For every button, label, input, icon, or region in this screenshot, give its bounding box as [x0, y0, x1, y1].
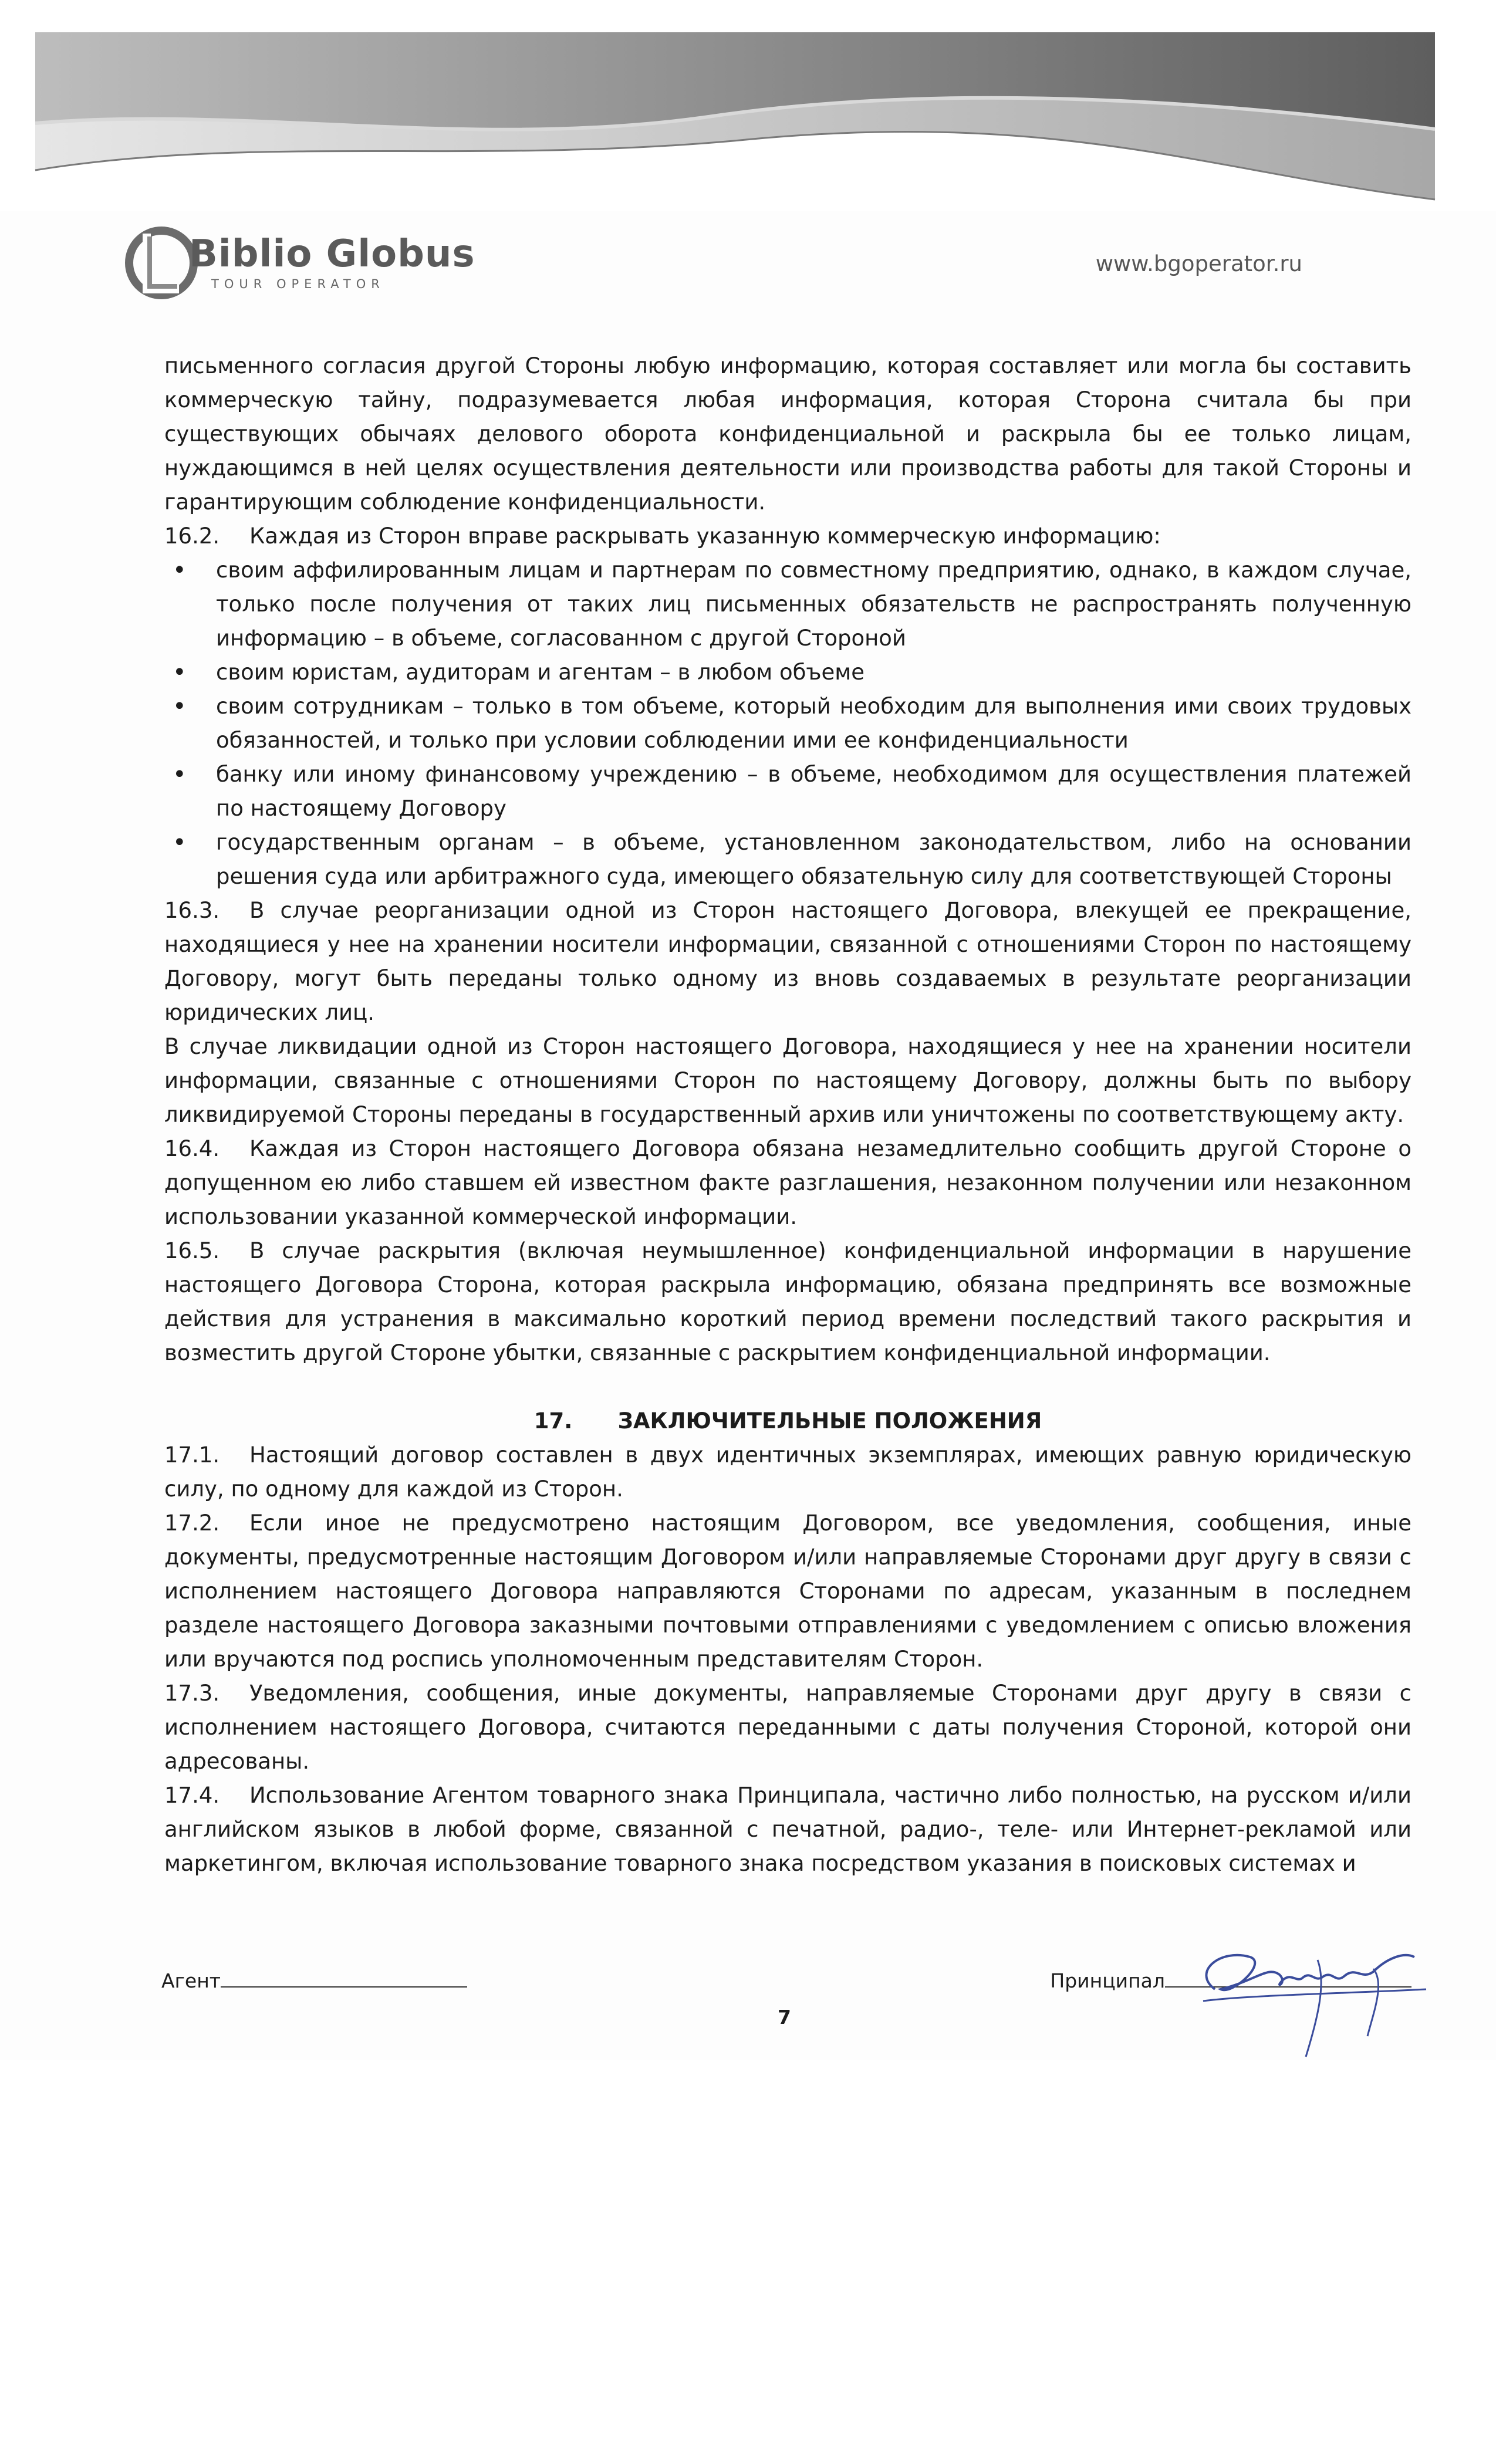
list-item: • государственным органам – в объеме, установленном законодательством, либо на основании решения суда или арбитражного суда, имеющего обязательную силу для соответствующей Стороны: [164, 826, 1411, 894]
clause-number: 17.3.: [164, 1681, 220, 1706]
heading-text: ЗАКЛЮЧИТЕЛЬНЫЕ ПОЛОЖЕНИЯ: [617, 1408, 1042, 1434]
clause-text: В случае реорганизации одной из Сторон настоящего Договора, влекущей ее прекращение, находящиеся у нее на хранении носители информации, связанной с отношениями Сторон по настоящему Договору, могут быть переданы только одному из вновь создаваемых в результате реорганизации юридических лиц.: [164, 898, 1411, 1025]
brand-tagline: TOUR OPERATOR: [211, 277, 385, 291]
clause-17-3: [164, 1677, 1411, 1779]
clause-number: 16.5.: [164, 1238, 220, 1263]
clause-text: Уведомления, сообщения, иные документы, направляемые Сторонами друг другу в связи с исполнением настоящего Договора, считаются переданными с даты получения Стороной, которой они адресованы.: [164, 1681, 1411, 1774]
clause-16-3: [164, 894, 1411, 1030]
clause-16-3-continued: В случае ликвидации одной из Сторон настоящего Договора, находящиеся у нее на хранении носители информации, связанные с отношениями Сторон по настоящему Договору, должны быть по выбору ликвидируемой Стороны переданы в государственный архив или уничтожены по соответствующему акту.: [164, 1034, 1411, 1127]
clause-text: В случае раскрытия (включая неумышленное) конфиденциальной информации в нарушение настоящего Договора Сторона, которая раскрыла информацию, обязана предпринять все возможные действия для устранения в максимально короткий период времени последствий такого раскрытия и возместить другой Стороне убытки, связанные с раскрытием конфиденциальной информации.: [164, 1238, 1411, 1365]
clause-text: Если иное не предусмотрено настоящим Договором, все уведомления, сообщения, иные документы, предусмотренные настоящим Договором и/или направляемые Сторонами друг другу в связи с исполнением настоящего Договора направляются Сторонами по адресам, указанным в последнем разделе настоящего Договора заказными почтовыми отправлениями с уведомлением с описью вложения или вручаются под роспись уполномоченным представителям Сторон.: [164, 1510, 1411, 1672]
disclosure-list: [164, 553, 1411, 894]
handwritten-signature: [1180, 1925, 1444, 2066]
paragraph-intro: письменного согласия другой Стороны любую информацию, которая составляет или могла бы составить коммерческую тайну, подразумевается любая информация, которая Сторона считала бы при существующих обычаях делового оборота конфиденциальной и раскрыла бы ее только лицам, нуждающимся в ней целях осуществления деятельности или производства работы для такой Стороны и гарантирующим соблюдение конфиденциальности.: [164, 353, 1411, 515]
clause-17-2: [164, 1506, 1411, 1677]
clause-number: 17.4.: [164, 1783, 220, 1808]
clause-17-4: [164, 1779, 1411, 1881]
clause-number: 16.4.: [164, 1136, 220, 1161]
blank-area: [0, 2060, 1496, 2464]
clause-text: Использование Агентом товарного знака Принципала, частично либо полностью, на русском и/или английском языков в любой форме, связанной с печатной, радио-, теле- или Интернет-рекламой или маркетингом, включая использование товарного знака посредством указания в поисковых системах и: [164, 1783, 1411, 1876]
principal-label: Принципал: [1050, 1969, 1165, 1992]
list-item: • своим сотрудникам – только в том объеме, который необходим для выполнения ими своих трудовых обязанностей, и только при условии соблюдении ими ее конфиденциальности: [164, 689, 1411, 758]
clause-16-2: [164, 519, 1411, 553]
clause-number: 17.1.: [164, 1442, 220, 1468]
document-body: [164, 349, 1411, 1881]
clause-text: Настоящий договор составлен в двух идентичных экземплярах, имеющих равную юридическую силу, по одному для каждой из Сторон.: [164, 1442, 1411, 1502]
agent-label: Агент: [161, 1969, 221, 1992]
clause-number: 16.3.: [164, 898, 220, 923]
section-heading: [164, 1404, 1411, 1438]
clause-text: Каждая из Сторон настоящего Договора обязана незамедлительно сообщить другой Стороне о допущенном ею либо ставшем ей известном факте разглашения, незаконном получении или незаконном использовании указанной коммерческой информации.: [164, 1136, 1411, 1229]
list-item: • своим юристам, аудиторам и агентам – в любом объеме: [164, 655, 1411, 689]
website-url: www.bgoperator.ru: [1095, 251, 1302, 276]
agent-signature-field: [161, 1969, 467, 1992]
agent-signature-line: [221, 1971, 467, 1988]
heading-number: 17.: [533, 1408, 573, 1434]
clause-number: 16.2.: [164, 523, 220, 549]
clause-16-4: [164, 1132, 1411, 1234]
brand-name: Biblio Globus: [189, 232, 475, 276]
header-banner: [0, 0, 1496, 211]
list-item: • банку или иному финансовому учреждению – в объеме, необходимом для осуществления платежей по настоящему Договору: [164, 758, 1411, 826]
clause-17-1: [164, 1438, 1411, 1506]
list-item: • своим аффилированным лицам и партнерам по совместному предприятию, однако, в каждом случае, только после получения от таких лиц письменных обязательств не распространять полученную информацию – в объеме, согласованном с другой Стороной: [164, 553, 1411, 655]
clause-16-5: [164, 1234, 1411, 1370]
section-gap: [164, 1370, 1411, 1388]
clause-text: Каждая из Сторон вправе раскрывать указанную коммерческую информацию:: [249, 523, 1161, 549]
clause-number: 17.2.: [164, 1510, 220, 1536]
page-number: 7: [778, 2006, 791, 2029]
